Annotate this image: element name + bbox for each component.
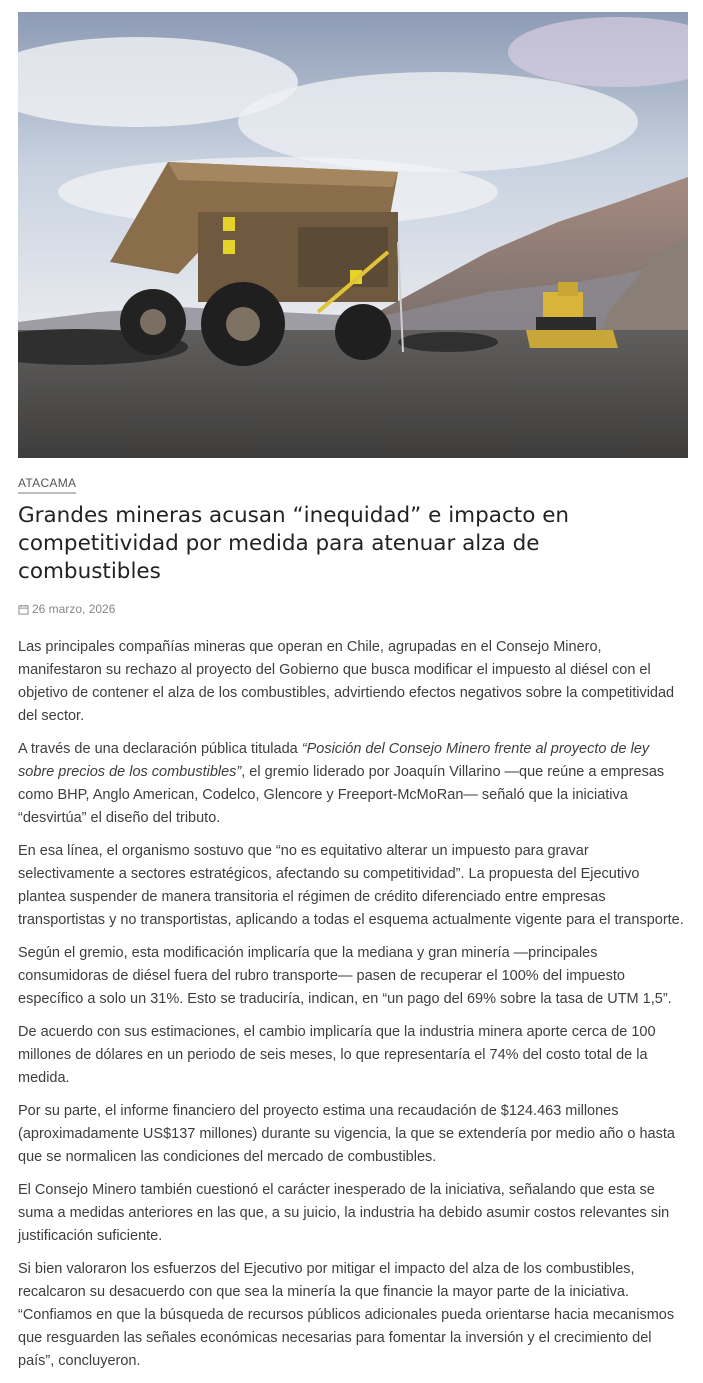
paragraph: En esa línea, el organismo sostuvo que “no es equitativo alterar un impuesto para gravar selectivamente a sectores estratégicos, afectando su competitividad”. La propuesta del Ejecutivo plantea suspender de manera transitoria el régimen de crédito diferenciado entre empresas transportistas y no transportistas, aplicando a todas el esquema actualmente vigente para el transporte. (18, 843, 684, 928)
paragraph: El Consejo Minero también cuestionó el carácter inesperado de la iniciativa, señalando que esta se suma a medidas anteriores en las que, a su juicio, la industria ha debido asumir costos relevantes sin justificación suficiente. (18, 1182, 670, 1244)
paragraph: Por su parte, el informe financiero del proyecto estima una recaudación de $124.463 millones (aproximadamente US$137 millones) durante su vigencia, la que se extendería por medio año o hasta que se normalicen las condiciones del mercado de combustibles. (18, 1103, 675, 1165)
article-body (18, 636, 688, 1383)
paragraph: Las principales compañías mineras que operan en Chile, agrupadas en el Consejo Minero, manifestaron su rechazo al proyecto del Gobierno que busca modificar el impuesto al diésel con el objetivo de contener el alza de los combustibles, advirtiendo efectos negativos sobre la competitividad del sector. (18, 639, 675, 724)
paragraph (18, 738, 688, 830)
calendar-icon (18, 604, 29, 615)
hero-image (18, 12, 688, 458)
paragraph: Si bien valoraron los esfuerzos del Ejecutivo por mitigar el impacto del alza de los combustibles, recalcaron su desacuerdo con que sea la minería la que financie la mayor parte de la iniciativa. “Confiamos en que la búsqueda de recursos públicos adicionales pueda orientarse hacia mecanismos que resguarden las señales económicas necesarias para fomentar la inversión y el crecimiento del país”, concluyeron. (18, 1261, 675, 1369)
declaration-title: “Posición del Consejo Minero frente al proyecto de ley sobre precios de los combustibles” (18, 741, 650, 780)
paragraph-text: A través de una declaración pública titulada (18, 741, 302, 757)
paragraph-text: , el gremio liderado por Joaquín Villarino —que reúne a empresas como BHP, Anglo American, Codelco, Glencore y Freeport-McMoRan— señaló que la iniciativa “desvirtúa” el diseño del tributo. (18, 764, 665, 826)
paragraph: Según el gremio, esta modificación implicaría que la mediana y gran minería —principales consumidoras de diésel fuera del rubro transporte— pasen de recuperar el 100% del impuesto específico a solo un 31%. Esto se traduciría, indican, en “un pago del 69% sobre la tasa de UTM 1,5”. (18, 945, 672, 1007)
category-link[interactable]: ATACAMA (18, 476, 76, 494)
article-title: Grandes mineras acusan “inequidad” e impacto en competitividad por medida para atenuar alza de combustibles (18, 503, 570, 584)
paragraph: De acuerdo con sus estimaciones, el cambio implicaría que la industria minera aporte cerca de 100 millones de dólares en un periodo de seis meses, lo que representaría el 74% del costo total de la medida. (18, 1024, 656, 1086)
date-text: 26 marzo, 2026 (32, 602, 116, 616)
publish-date (18, 602, 115, 616)
mining-truck-illustration (18, 12, 688, 458)
